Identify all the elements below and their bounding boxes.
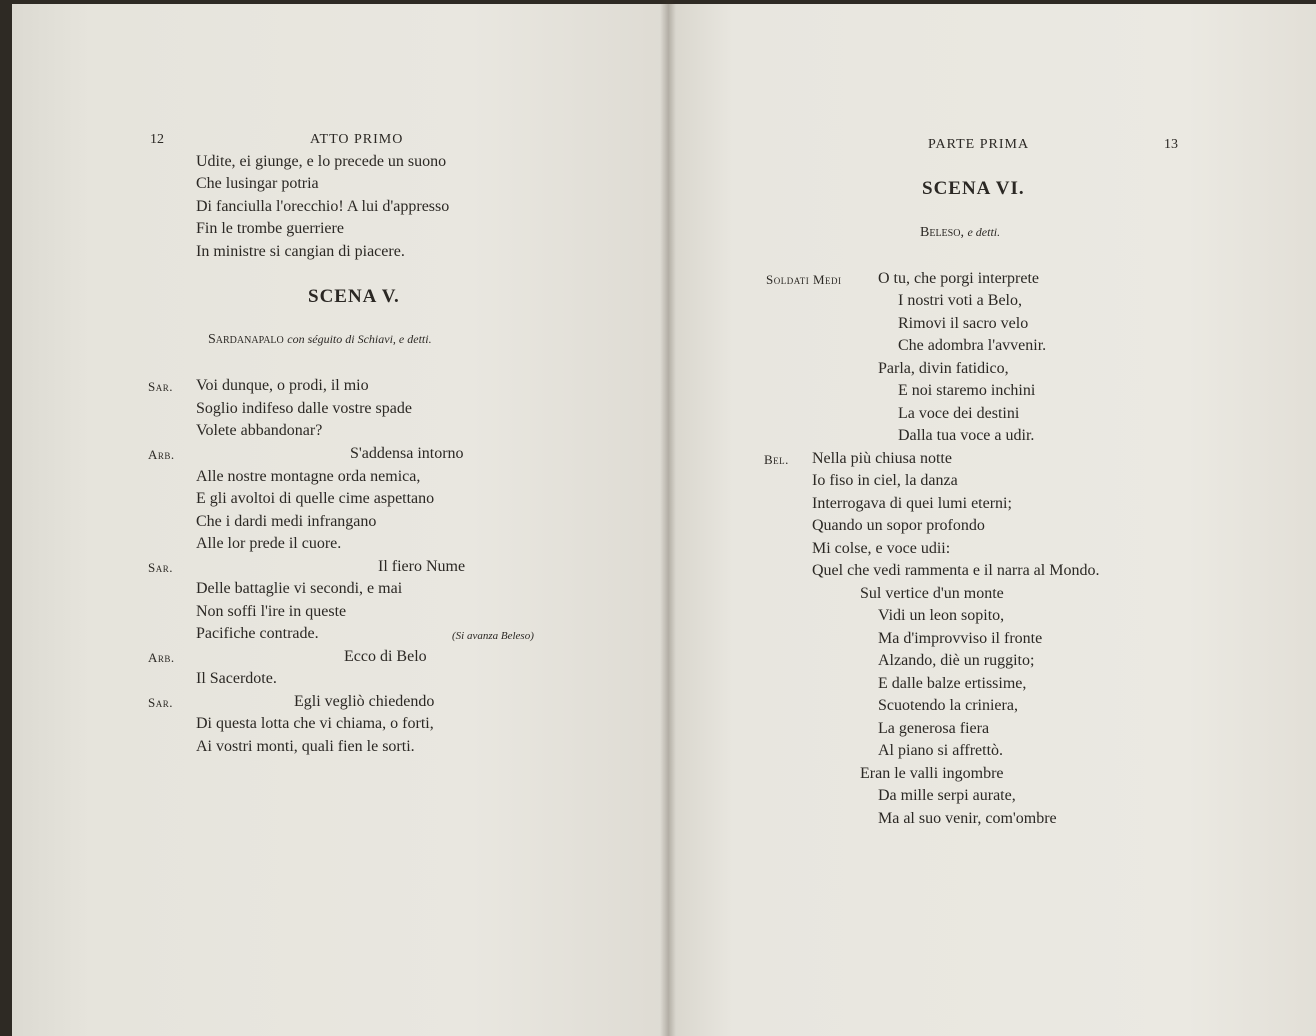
dialogue-line: Soglio indifeso dalle vostre spade	[196, 400, 412, 417]
dialogue-line: Delle battaglie vi secondi, e mai	[196, 580, 403, 597]
dialogue-line: Di questa lotta che vi chiama, o forti,	[196, 715, 434, 732]
speech-line: Vidi un leon sopito,	[878, 607, 1005, 624]
chorus-line: Rimovi il sacro velo	[898, 315, 1029, 332]
chorus-line: Dalla tua voce a udir.	[898, 427, 1035, 444]
running-head: PARTE PRIMA	[928, 137, 1030, 152]
dialogue-line: Ecco di Belo	[344, 648, 427, 665]
speech-line: Al piano si affrettò.	[878, 742, 1004, 759]
dialogue-line: E gli avoltoi di quelle cime aspettano	[196, 490, 435, 507]
chorus-line: Che adombra l'avvenir.	[898, 337, 1047, 354]
speaker: Bel.	[764, 452, 789, 467]
dialogue-line: Alle lor prede il cuore.	[196, 535, 342, 552]
dialogue-line: Non soffi l'ire in queste	[196, 603, 347, 620]
speaker: Arb.	[148, 650, 175, 665]
speaker: Soldati Medi	[766, 272, 842, 287]
left-page	[12, 4, 668, 1036]
verse-line: In ministre si cangian di piacere.	[196, 243, 405, 260]
speaker: Sar.	[148, 560, 173, 575]
cast-note: e detti.	[967, 225, 1001, 239]
verse-line: Che lusingar potria	[196, 175, 319, 192]
chorus-line: E noi staremo inchini	[898, 382, 1036, 399]
cast-list	[208, 332, 432, 348]
cast-list	[920, 225, 1000, 241]
dialogue-line: Alle nostre montagne orda nemica,	[196, 468, 421, 485]
speaker: Sar.	[148, 379, 173, 394]
speech-line: Nella più chiusa notte	[812, 450, 952, 467]
dialogue-line: S'addensa intorno	[350, 445, 464, 462]
verse-line: Udite, ei giunge, e lo precede un suono	[196, 153, 447, 170]
speaker: Arb.	[148, 447, 175, 462]
dialogue-line: Egli vegliò chiedendo	[294, 693, 435, 710]
speech-line: Mi colse, e voce udii:	[812, 540, 951, 557]
verse-line: Di fanciulla l'orecchio! A lui d'appresso	[196, 198, 450, 215]
cast-name: Beleso,	[920, 225, 964, 240]
speech-line: La generosa fiera	[878, 720, 990, 737]
speech-line: E dalle balze ertissime,	[878, 675, 1027, 692]
cast-note: con séguito di Schiavi, e detti.	[287, 332, 432, 346]
speech-line: Ma al suo venir, com'ombre	[878, 810, 1057, 827]
scene-title: SCENA VI.	[922, 178, 1025, 199]
speech-line: Eran le valli ingombre	[860, 765, 1004, 782]
chorus-line: I nostri voti a Belo,	[898, 292, 1022, 309]
speech-line: Io fiso in ciel, la danza	[812, 472, 958, 489]
right-page	[668, 4, 1316, 1036]
cast-name: Sardanapalo	[208, 332, 284, 347]
speech-line: Sul vertice d'un monte	[860, 585, 1004, 602]
dialogue-line: Voi dunque, o prodi, il mio	[196, 377, 369, 394]
stage-direction: (Si avanza Beleso)	[452, 630, 534, 642]
dialogue-line: Il fiero Nume	[378, 558, 466, 575]
dialogue-line: Volete abbandonar?	[196, 422, 323, 439]
speech-line: Quel che vedi rammenta e il narra al Mondo.	[812, 562, 1100, 579]
speech-line: Alzando, diè un ruggito;	[878, 652, 1035, 669]
dialogue-line: Che i dardi medi infrangano	[196, 513, 377, 530]
speech-line: Ma d'improvviso il fronte	[878, 630, 1043, 647]
speech-line: Da mille serpi aurate,	[878, 787, 1016, 804]
dialogue-line: Pacifiche contrade.	[196, 625, 319, 642]
chorus-line: O tu, che porgi interprete	[878, 270, 1039, 287]
speech-line: Scuotendo la criniera,	[878, 697, 1018, 714]
chorus-line: Parla, divin fatidico,	[878, 360, 1009, 377]
page-number: 13	[1164, 137, 1178, 152]
dialogue-line: Ai vostri monti, quali fien le sorti.	[196, 738, 415, 755]
speaker: Sar.	[148, 695, 173, 710]
running-head: ATTO PRIMO	[310, 132, 404, 147]
speech-line: Interrogava di quei lumi eterni;	[812, 495, 1012, 512]
dialogue-line: Il Sacerdote.	[196, 670, 277, 687]
verse-line: Fin le trombe guerriere	[196, 220, 344, 237]
speech-line: Quando un sopor profondo	[812, 517, 985, 534]
page-number: 12	[150, 132, 164, 147]
scene-title: SCENA V.	[308, 286, 400, 307]
chorus-line: La voce dei destini	[898, 405, 1020, 422]
